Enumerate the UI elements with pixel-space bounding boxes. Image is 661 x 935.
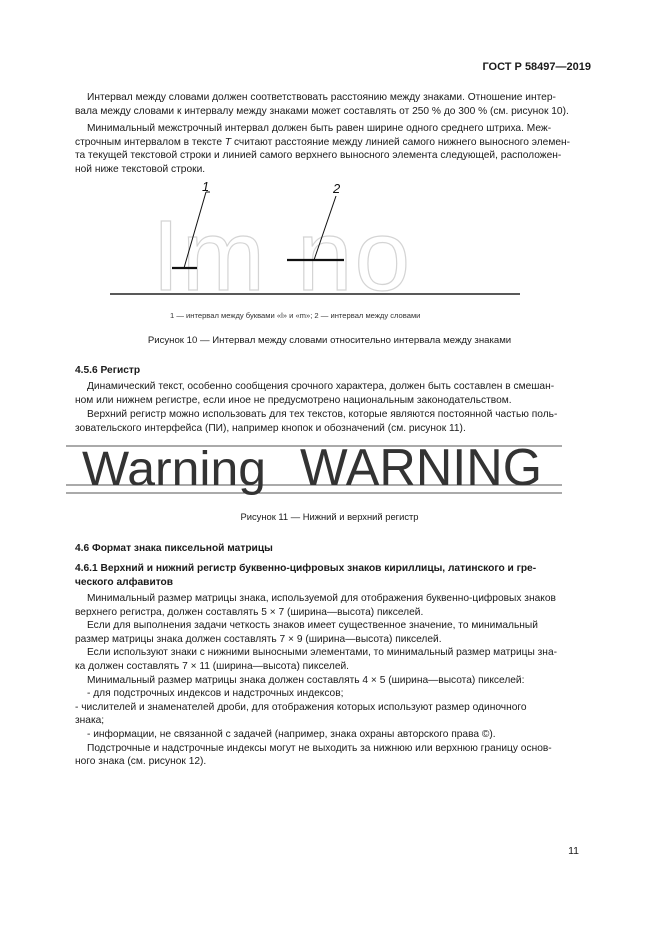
sample-word-lowercase: Warning	[82, 443, 266, 496]
text-line	[75, 136, 584, 150]
text-line: вала между словами к интервалу между знаками может составлять от 250 % до 300 % (см. рисунок 10).	[75, 105, 569, 117]
list-item-continuation: знака;	[75, 715, 105, 727]
section-4-5-6-paragraph-1	[75, 380, 584, 407]
text-line: верхнего регистра, должен составлять 5 × 7 (ширина—высота) пикселей.	[75, 606, 424, 618]
figure-11-illustration	[66, 440, 566, 500]
text-line: та текущей текстовой строки и линией самого верхнего выносного элемента следующей, расположен-	[75, 150, 562, 162]
paragraph-line-spacing	[75, 122, 584, 176]
text-line: Верхний регистр можно использовать для тех текстов, которые являются постоянной частью поль-	[87, 409, 558, 420]
text-line: ка должен составлять 7 × 11 (ширина—высота) пикселей.	[75, 660, 350, 672]
text-line: ного знака (см. рисунок 12).	[75, 756, 207, 768]
callout-label-2: 2	[333, 181, 341, 196]
figure-11-caption: Рисунок 11 — Нижний и верхний регистр	[240, 511, 419, 522]
list-item: - числителей и знаменателей дроби, для отображения которых используют размер одиночного	[75, 701, 527, 713]
section-4-5-6-heading: 4.5.6 Регистр	[75, 365, 141, 376]
text-line: Динамический текст, особенно сообщения срочного характера, должен быть составлен в смешан-	[87, 381, 555, 392]
heading-line: 4.6.1 Верхний и нижний регистр буквенно-цифровых знаков кириллицы, латинского и гре-	[75, 563, 537, 574]
callout-label-1: 1	[202, 179, 210, 194]
figure-10-legend: 1 — интервал между буквами «l» и «m»; 2 — интервал между словами	[170, 311, 421, 320]
text-line: Минимальный размер матрицы знака должен составлять 4 × 5 (ширина—высота) пикселей:	[87, 674, 525, 686]
outlined-sample-text: Im no	[152, 200, 413, 300]
section-4-6-1-heading	[75, 562, 584, 589]
list-item: - для подстрочных индексов и надстрочных индексов;	[87, 688, 344, 700]
figure-10-illustration	[100, 178, 530, 300]
text-line: Минимальный размер матрицы знака, используемой для отображения буквенно-цифровых знаков	[87, 593, 556, 604]
text-line: Если используют знаки с нижними выносными элементами, то минимальный размер матрицы зна-	[87, 647, 557, 659]
text-line: Интервал между словами должен соответствовать расстоянию между знаками. Отношение интер-	[87, 92, 556, 103]
text-line: Минимальный межстрочный интервал должен быть равен ширине одного среднего штриха. Меж-	[87, 123, 552, 134]
text-line: ной ниже текстовой строки.	[75, 163, 206, 175]
text-line: размер матрицы знака должен составлять 7 × 9 (ширина—высота) пикселей.	[75, 633, 442, 645]
text-line: зовательского интерфейса (ПИ), например кнопок и обозначений (см. рисунок 11).	[75, 422, 466, 434]
sample-word-uppercase: WARNING	[300, 440, 542, 497]
paragraph-word-spacing	[75, 91, 584, 118]
text-line: Подстрочные и надстрочные индексы могут не выходить за нижнюю или верхнюю границу основ-	[87, 742, 552, 754]
text-fragment: считают расстояние между линией самого нижнего выносного элемен-	[233, 136, 571, 148]
text-line: Если для выполнения задачи четкость знаков имеет существенное значение, то минимальный	[87, 620, 538, 632]
section-4-6-1-body	[75, 592, 584, 769]
page-number: 11	[568, 845, 579, 857]
italic-symbol: T	[224, 136, 232, 148]
text-line: ном или нижнем регистре, если иное не предусмотрено национальным законодательством.	[75, 394, 512, 406]
heading-line: ческого алфавитов	[75, 576, 174, 588]
text-fragment: строчным интервалом в тексте	[75, 136, 223, 148]
section-4-5-6-paragraph-2	[75, 408, 584, 435]
section-4-6-heading: 4.6 Формат знака пиксельной матрицы	[75, 543, 273, 554]
figure-10-caption: Рисунок 10 — Интервал между словами относительно интервала между знаками	[147, 335, 512, 346]
list-item: - информации, не связанной с задачей (например, знака охраны авторского права ©).	[87, 728, 496, 740]
document-header: ГОСТ Р 58497—2019	[482, 61, 591, 73]
